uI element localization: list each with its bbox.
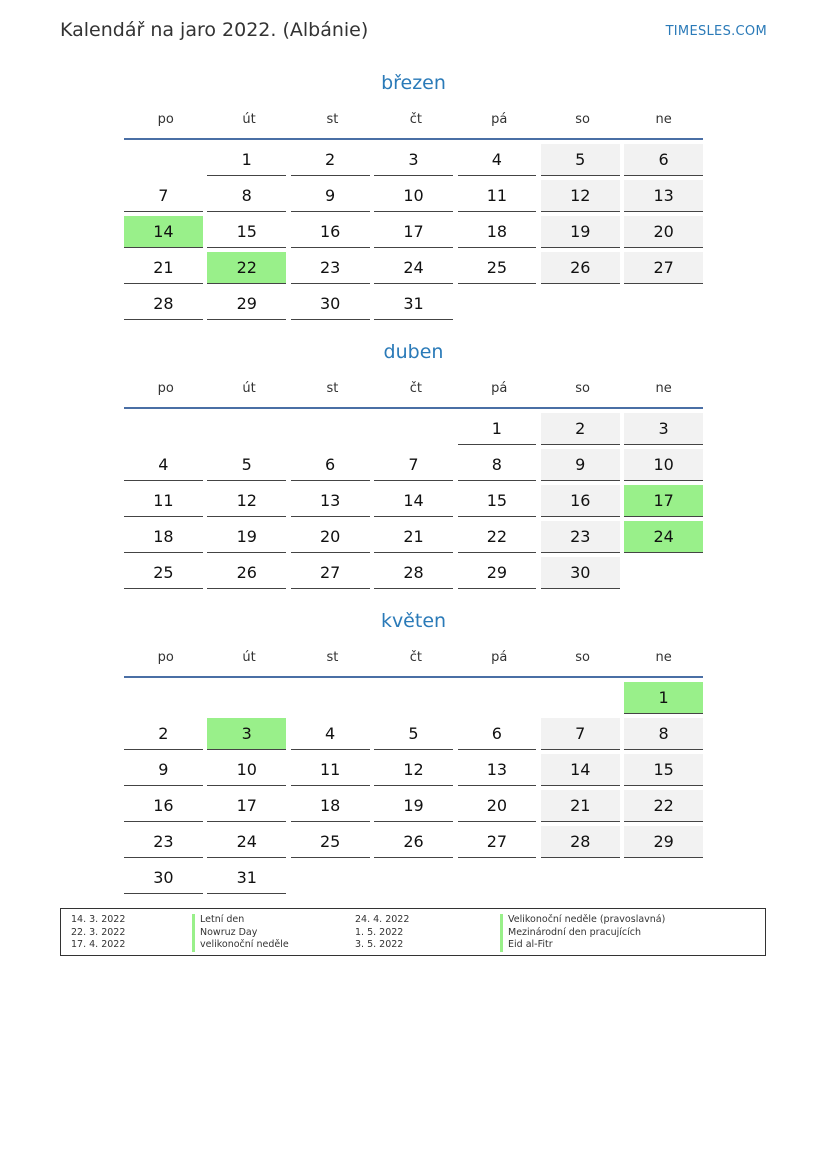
day-cell: 2 (541, 413, 620, 445)
day-cell: 10 (624, 449, 703, 481)
day-grid (124, 682, 703, 898)
day-cell: 8 (207, 180, 286, 212)
day-cell: 7 (124, 180, 203, 212)
day-cell: 24 (374, 252, 453, 284)
legend-right-dates (355, 914, 409, 952)
day-cell: 20 (291, 521, 370, 553)
day-cell: 28 (541, 826, 620, 858)
day-cell: 18 (458, 216, 537, 248)
empty-cell (458, 862, 537, 894)
day-cell: 4 (291, 718, 370, 750)
day-cell: 15 (458, 485, 537, 517)
month-name: duben (383, 341, 444, 363)
day-cell: 30 (291, 288, 370, 320)
day-cell: 19 (374, 790, 453, 822)
weekday-label: út (242, 381, 256, 396)
day-cell: 16 (291, 216, 370, 248)
day-cell: 25 (124, 557, 203, 589)
day-cell: 13 (624, 180, 703, 212)
week-row (124, 754, 703, 790)
legend-holiday-name: Velikonoční neděle (pravoslavná) (500, 914, 665, 927)
week-row (124, 557, 703, 593)
weekday-label: st (326, 112, 339, 127)
day-cell: 5 (541, 144, 620, 176)
day-cell: 9 (124, 754, 203, 786)
day-cell: 2 (124, 718, 203, 750)
month-block (124, 68, 703, 324)
day-cell: 6 (624, 144, 703, 176)
weekday-label: pá (491, 112, 508, 127)
empty-cell (624, 557, 703, 589)
day-cell: 16 (124, 790, 203, 822)
day-cell: 23 (291, 252, 370, 284)
day-cell: 1 (207, 144, 286, 176)
week-row (124, 485, 703, 521)
day-cell: 3 (374, 144, 453, 176)
weekday-label: so (575, 650, 590, 665)
weekday-label: po (157, 381, 174, 396)
day-cell: 19 (541, 216, 620, 248)
week-row (124, 449, 703, 485)
empty-cell (624, 862, 703, 894)
day-cell: 17 (207, 790, 286, 822)
day-grid (124, 144, 703, 324)
holiday-day-cell: 3 (207, 718, 286, 750)
month-block (124, 606, 703, 898)
week-row (124, 180, 703, 216)
weekday-label: čt (409, 112, 422, 127)
weekday-label: út (242, 112, 256, 127)
day-cell: 26 (207, 557, 286, 589)
empty-cell (541, 682, 620, 714)
weekday-header (124, 640, 703, 678)
legend-holiday-name: Letní den (192, 914, 289, 927)
day-cell: 31 (207, 862, 286, 894)
month-block (124, 337, 703, 593)
holiday-day-cell: 22 (207, 252, 286, 284)
day-cell: 12 (374, 754, 453, 786)
day-cell: 5 (207, 449, 286, 481)
empty-cell (458, 288, 537, 320)
empty-cell (541, 288, 620, 320)
empty-cell (541, 862, 620, 894)
week-row (124, 862, 703, 898)
empty-cell (291, 862, 370, 894)
day-cell: 1 (458, 413, 537, 445)
empty-cell (458, 682, 537, 714)
day-cell: 15 (624, 754, 703, 786)
weekday-label: st (326, 650, 339, 665)
day-cell: 30 (541, 557, 620, 589)
week-row (124, 216, 703, 252)
page-title: Kalendář na jaro 2022. (Albánie) (60, 19, 369, 41)
day-cell: 3 (624, 413, 703, 445)
day-grid (124, 413, 703, 593)
weekday-label: st (326, 381, 339, 396)
day-cell: 14 (541, 754, 620, 786)
empty-cell (291, 682, 370, 714)
day-cell: 22 (624, 790, 703, 822)
legend-holiday-name: Eid al-Fitr (500, 939, 665, 952)
day-cell: 16 (541, 485, 620, 517)
week-row (124, 718, 703, 754)
day-cell: 11 (458, 180, 537, 212)
week-row (124, 413, 703, 449)
empty-cell (124, 144, 203, 176)
weekday-label: ne (655, 650, 672, 665)
legend-date: 17. 4. 2022 (71, 939, 126, 950)
day-cell: 20 (624, 216, 703, 248)
week-row (124, 790, 703, 826)
day-cell: 13 (291, 485, 370, 517)
empty-cell (374, 413, 453, 445)
weekday-label: pá (491, 381, 508, 396)
week-row (124, 521, 703, 557)
weekday-label: čt (409, 381, 422, 396)
day-cell: 4 (124, 449, 203, 481)
day-cell: 29 (458, 557, 537, 589)
day-cell: 21 (374, 521, 453, 553)
day-cell: 7 (541, 718, 620, 750)
holiday-legend (60, 908, 766, 956)
weekday-label: čt (409, 650, 422, 665)
empty-cell (374, 862, 453, 894)
empty-cell (124, 413, 203, 445)
legend-date: 22. 3. 2022 (71, 926, 126, 938)
day-cell: 21 (124, 252, 203, 284)
day-cell: 11 (291, 754, 370, 786)
day-cell: 29 (207, 288, 286, 320)
day-cell: 28 (374, 557, 453, 589)
day-cell: 2 (291, 144, 370, 176)
week-row (124, 288, 703, 324)
day-cell: 8 (458, 449, 537, 481)
day-cell: 12 (207, 485, 286, 517)
day-cell: 13 (458, 754, 537, 786)
legend-left-names (192, 914, 289, 952)
day-cell: 22 (458, 521, 537, 553)
day-cell: 24 (207, 826, 286, 858)
day-cell: 25 (291, 826, 370, 858)
legend-date: 24. 4. 2022 (355, 914, 410, 925)
empty-cell (124, 682, 203, 714)
legend-left-dates (71, 914, 125, 952)
weekday-label: so (575, 112, 590, 127)
week-row (124, 144, 703, 180)
month-name: březen (381, 72, 446, 94)
day-cell: 8 (624, 718, 703, 750)
day-cell: 26 (541, 252, 620, 284)
day-cell: 23 (541, 521, 620, 553)
weekday-label: po (157, 112, 174, 127)
legend-right-names (500, 914, 665, 952)
day-cell: 21 (541, 790, 620, 822)
legend-date: 14. 3. 2022 (71, 914, 126, 925)
holiday-day-cell: 24 (624, 521, 703, 553)
day-cell: 18 (124, 521, 203, 553)
day-cell: 17 (374, 216, 453, 248)
weekday-label: út (242, 650, 256, 665)
week-row (124, 826, 703, 862)
empty-cell (624, 288, 703, 320)
day-cell: 10 (374, 180, 453, 212)
empty-cell (207, 413, 286, 445)
day-cell: 20 (458, 790, 537, 822)
weekday-header (124, 102, 703, 140)
weekday-label: ne (655, 381, 672, 396)
day-cell: 29 (624, 826, 703, 858)
holiday-day-cell: 1 (624, 682, 703, 714)
site-link[interactable]: TIMESLES.COM (665, 24, 767, 39)
weekday-label: po (157, 650, 174, 665)
weekday-label: pá (491, 650, 508, 665)
empty-cell (374, 682, 453, 714)
weekday-header (124, 371, 703, 409)
day-cell: 23 (124, 826, 203, 858)
day-cell: 10 (207, 754, 286, 786)
day-cell: 30 (124, 862, 203, 894)
month-name: květen (380, 610, 447, 632)
week-row (124, 252, 703, 288)
holiday-day-cell: 14 (124, 216, 203, 248)
day-cell: 7 (374, 449, 453, 481)
day-cell: 15 (207, 216, 286, 248)
empty-cell (291, 413, 370, 445)
day-cell: 14 (374, 485, 453, 517)
day-cell: 27 (624, 252, 703, 284)
day-cell: 6 (291, 449, 370, 481)
day-cell: 9 (541, 449, 620, 481)
day-cell: 26 (374, 826, 453, 858)
day-cell: 27 (291, 557, 370, 589)
day-cell: 18 (291, 790, 370, 822)
day-cell: 28 (124, 288, 203, 320)
day-cell: 31 (374, 288, 453, 320)
day-cell: 5 (374, 718, 453, 750)
day-cell: 27 (458, 826, 537, 858)
legend-holiday-name: Nowruz Day (192, 927, 289, 940)
legend-holiday-name: Mezinárodní den pracujících (500, 927, 665, 940)
legend-holiday-name: velikonoční neděle (192, 939, 289, 952)
day-cell: 4 (458, 144, 537, 176)
day-cell: 19 (207, 521, 286, 553)
day-cell: 12 (541, 180, 620, 212)
empty-cell (207, 682, 286, 714)
week-row (124, 682, 703, 718)
day-cell: 6 (458, 718, 537, 750)
weekday-label: ne (655, 112, 672, 127)
holiday-day-cell: 17 (624, 485, 703, 517)
day-cell: 9 (291, 180, 370, 212)
day-cell: 25 (458, 252, 537, 284)
legend-date: 3. 5. 2022 (355, 939, 404, 950)
legend-date: 1. 5. 2022 (355, 926, 404, 938)
day-cell: 11 (124, 485, 203, 517)
weekday-label: so (575, 381, 590, 396)
